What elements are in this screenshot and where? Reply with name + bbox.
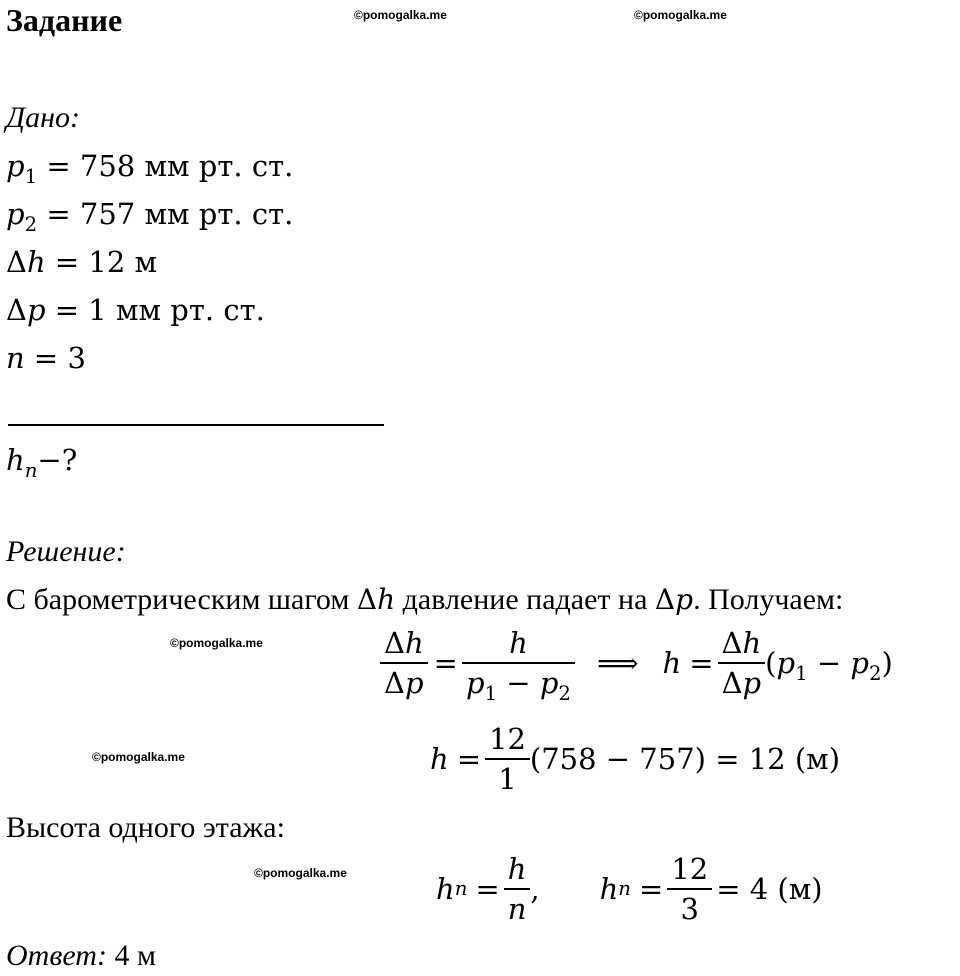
find-line: $h_n-$? — [6, 443, 78, 482]
watermark: ©pomogalka.me — [354, 8, 447, 22]
given-dp: Δp = 1 мм рт. ст. — [6, 293, 265, 327]
given-heading: Дано: — [6, 101, 80, 134]
floor-height-text: Высота одного этажа: — [6, 811, 285, 844]
answer-line: Ответ: 4 м — [6, 939, 156, 972]
divider — [8, 424, 384, 426]
equation-floor: h n = $\frac{h}{n}$ , h n = $\frac{12}{3}$ = 4 (м) — [436, 852, 823, 926]
equation-ratio: $\frac{\Delta h}{\Delta p}$ = $\frac{h}{p_1 - p_2}$ ⟹ h = $\frac{\Delta h}{\Delta p}$ $(p_1 - p_2)$ — [380, 624, 893, 702]
watermark: ©pomogalka.me — [170, 636, 263, 650]
given-p1: $p_1 = 758$ мм рт. ст. — [6, 149, 294, 188]
watermark: ©pomogalka.me — [92, 750, 185, 764]
watermark: ©pomogalka.me — [254, 866, 347, 880]
given-p2: $p_2 = 757$ мм рт. ст. — [6, 197, 294, 236]
solution-heading: Решение: — [6, 535, 126, 568]
equation-height: h = $\frac{12}{1}$ (758 − 757) = 12 (м) — [430, 722, 841, 796]
page-title: Задание — [6, 2, 123, 38]
watermark: ©pomogalka.me — [634, 8, 727, 22]
given-dh: Δh = 12 м — [6, 245, 158, 279]
solution-intro: С барометрическим шагом Δh давление падает на Δp. Получаем: — [6, 583, 844, 616]
given-n: n = 3 — [6, 341, 86, 375]
